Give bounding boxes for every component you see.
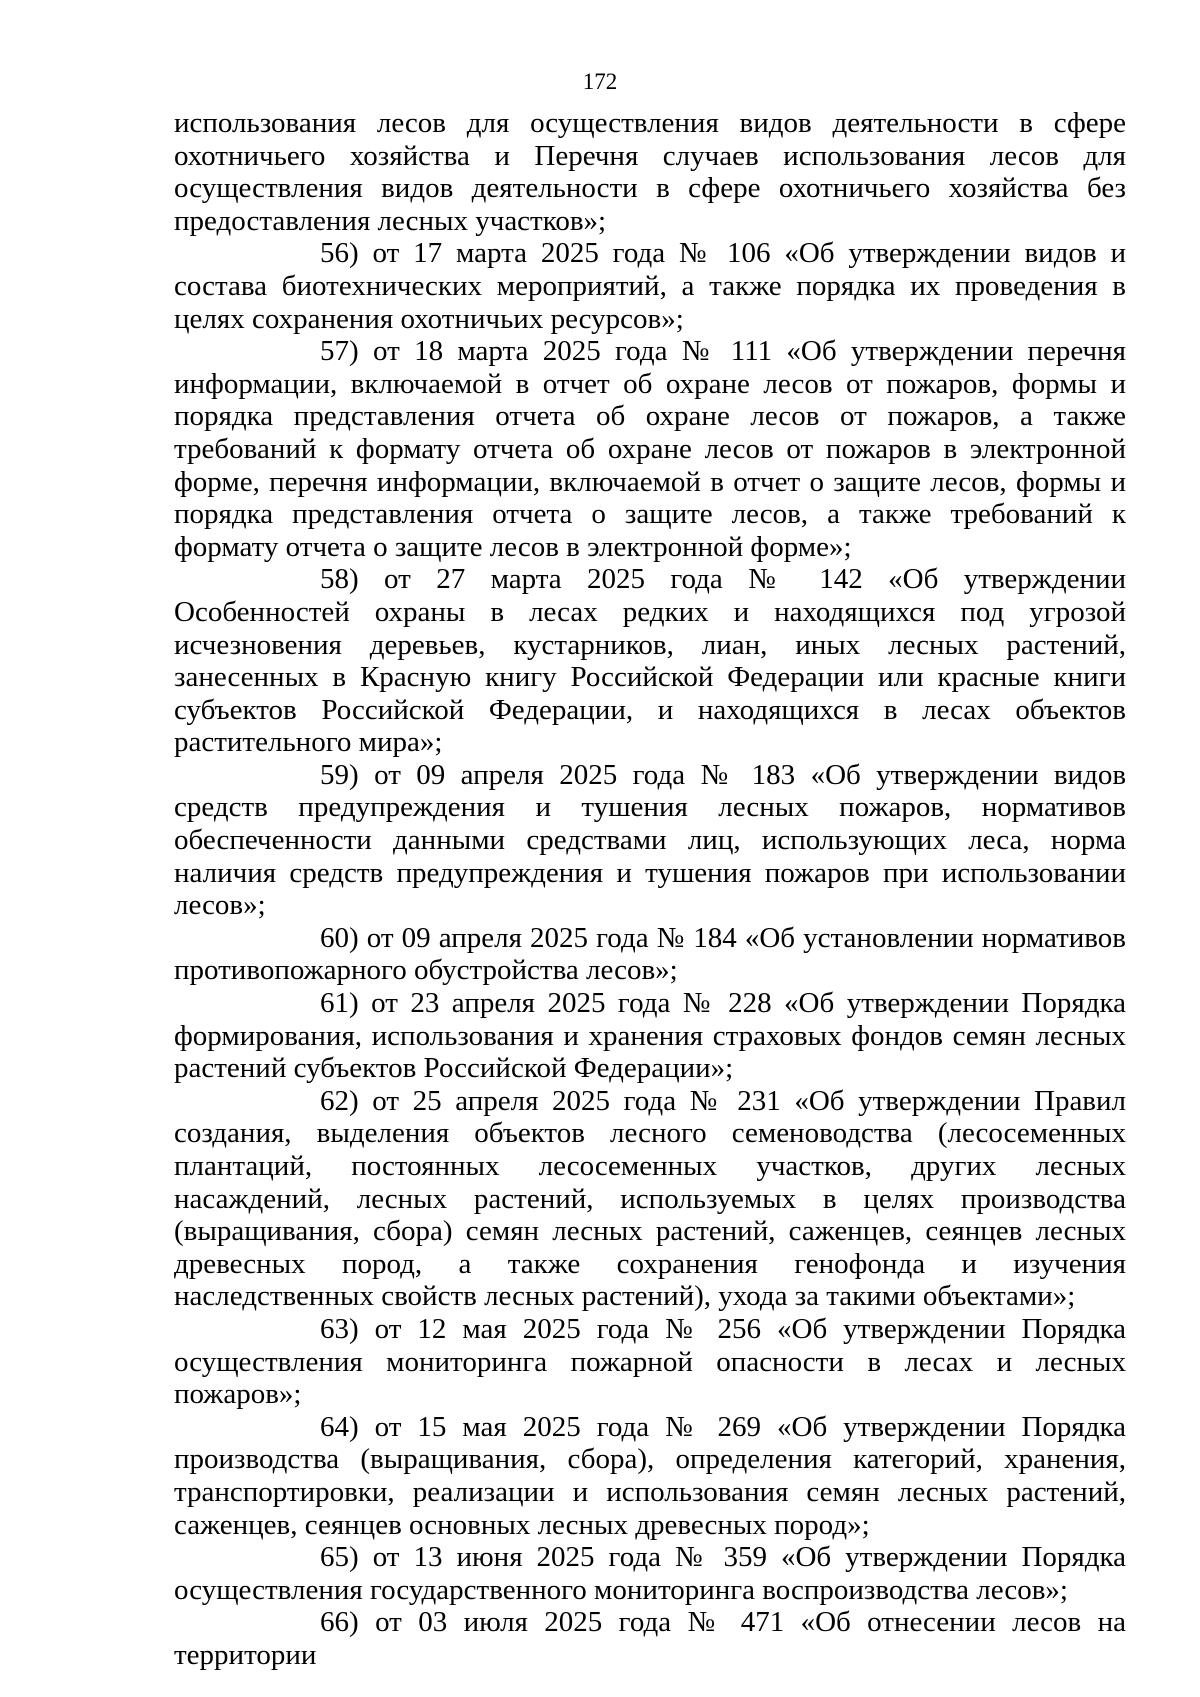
item-text: от 18 марта 2025 года № 111 «Об утверждении перечня информации, включаемой в отчет об охране лесов от пожаров, формы и порядка представления отчета об охране лесов от пожаров, а также требований к формату отчета об охране лесов от пожаров в электронной форме, перечня информации, включаемой в отчет о защите лесов, формы и порядка представления отчета о защите лесов, а также требований к формату отчета о защите лесов в электронной форме»; — [174, 335, 1127, 563]
list-item — [174, 1411, 1126, 1541]
item-number: 56) — [320, 237, 359, 270]
item-number: 65) — [320, 1541, 359, 1574]
item-number: 64) — [320, 1410, 359, 1443]
list-item — [174, 987, 1126, 1085]
list-item — [174, 1313, 1126, 1411]
document-body — [174, 107, 1126, 1672]
continuation-paragraph: использования лесов для осуществления видов деятельности в сфере охотничьего хозяйства и Перечня случаев использования лесов для осуществления видов деятельности в сфере охотничьего хозяйства без предоставления лесных участков»; — [174, 107, 1126, 237]
item-number: 63) — [320, 1312, 359, 1345]
item-text: от 15 мая 2025 года № 269 «Об утверждении Порядка производства (выращивания, сбора), определения категорий, хранения, транспортировки, реализации и использования семян лесных растений, саженцев, сеянцев основных лесных древесных пород»; — [174, 1410, 1126, 1541]
item-text: от 09 апреля 2025 года № 184 «Об установлении нормативов противопожарного обустройства лесов»; — [174, 921, 1126, 987]
item-text: от 23 апреля 2025 года № 228 «Об утверждении Порядка формирования, использования и хранения страховых фондов семян лесных растений субъектов Российской Федерации»; — [174, 987, 1126, 1085]
item-number: 59) — [320, 758, 359, 791]
item-text: от 03 июля 2025 года № 471 «Об отнесении лесов на территории — [174, 1606, 1126, 1671]
list-item — [174, 1606, 1126, 1671]
list-item — [174, 1541, 1126, 1606]
item-number: 66) — [320, 1606, 359, 1639]
item-number: 62) — [320, 1084, 359, 1117]
item-text: от 12 мая 2025 года № 256 «Об утверждении Порядка осуществления мониторинга пожарной опасности в лесах и лесных пожаров»; — [174, 1312, 1126, 1411]
list-item — [174, 1085, 1126, 1313]
item-number: 57) — [320, 335, 359, 368]
list-item — [174, 237, 1126, 335]
item-text: от 25 апреля 2025 года № 231 «Об утверждении Правил создания, выделения объектов лесного семеноводства (лесосеменных плантаций, постоянных лесосеменных участков, других лесных насаждений, лесных растений, используемых в целях производства (выращивания, сбора) семян лесных растений, саженцев, сеянцев лесных древесных пород, а также сохранения генофонда и изучения наследственных свойств лесных растений), ухода за такими объектами»; — [174, 1084, 1126, 1313]
item-text: от 09 апреля 2025 года № 183 «Об утверждении видов средств предупреждения и тушения лесных пожаров, нормативов обеспеченности данными средствами лиц, использующих леса, норма наличия средств предупреждения и тушения пожаров при использовании лесов»; — [174, 758, 1127, 922]
item-number: 60) — [320, 921, 359, 954]
item-number: 58) — [320, 563, 359, 596]
item-text: от 17 марта 2025 года № 106 «Об утверждении видов и состава биотехнических мероприятий, а также порядка их проведения в целях сохранения охотничьих ресурсов»; — [174, 237, 1126, 335]
item-number: 61) — [320, 987, 359, 1020]
list-item — [174, 563, 1126, 759]
item-text: от 13 июня 2025 года № 359 «Об утверждении Порядка осуществления государственного мониторинга воспроизводства лесов»; — [174, 1541, 1127, 1606]
page-number: 172 — [582, 69, 618, 94]
item-text: от 27 марта 2025 года № 142 «Об утверждении Особенностей охраны в лесах редких и находящихся под угрозой исчезновения деревьев, кустарников, лиан, иных лесных растений, занесенных в Красную книгу Российской Федерации или красные книги субъектов Российской Федерации, и находящихся в лесах объектов растительного мира»; — [174, 563, 1127, 759]
list-item — [174, 759, 1126, 922]
list-item — [174, 922, 1126, 987]
list-item — [174, 335, 1126, 563]
